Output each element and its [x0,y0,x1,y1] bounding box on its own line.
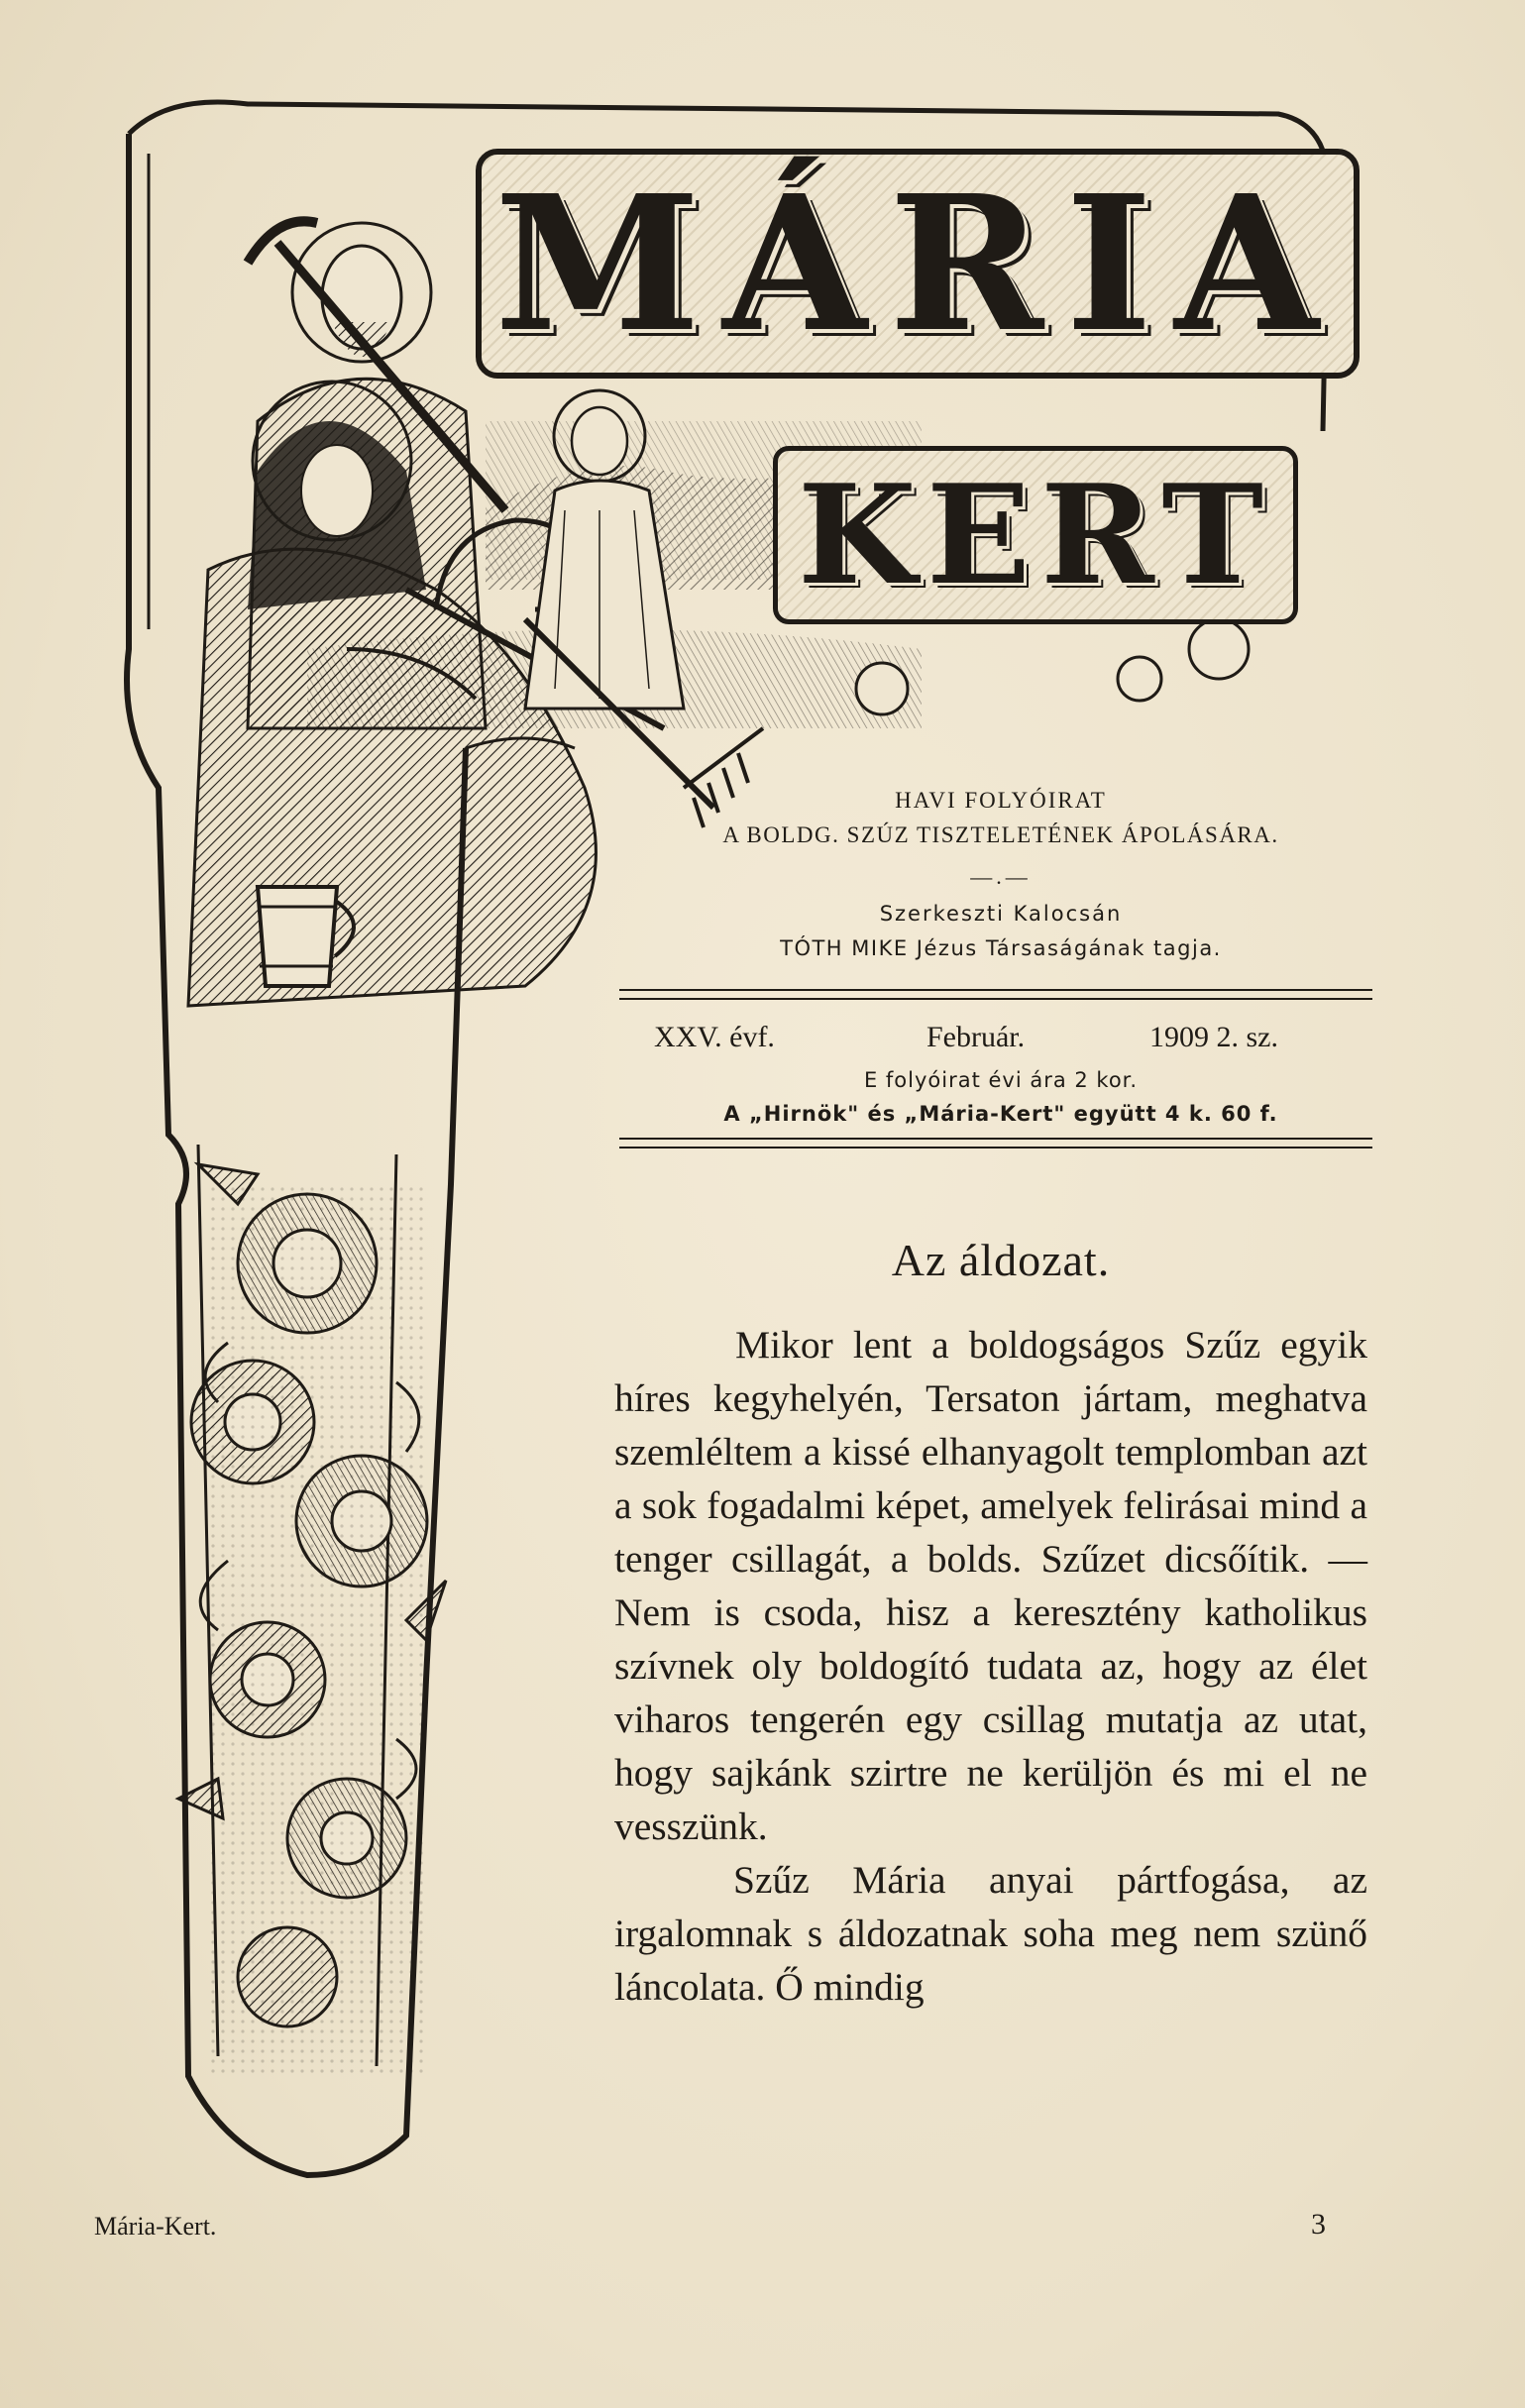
combined-price: A „Hirnök" és „Mária-Kert" együtt 4 k. 60 f. [723,1102,1278,1126]
issue-info-row [654,1021,1348,1060]
journal-purpose: A BOLDG. SZÚZ TISZTELETÉNEK ÁPOLÁSÁRA. [722,822,1279,847]
double-rule-top [619,989,1372,1000]
article-body [614,1318,1367,2014]
issue-month: Február. [926,1021,1026,1053]
editor-name: TÓTH MIKE Jézus Társaságának tagja. [780,936,1222,960]
editor-location: Szerkeszti Kalocsán [879,902,1123,926]
subtitle-banner [773,446,1298,624]
article-title: Az áldozat. [891,1235,1111,1285]
subscription-price: E folyóirat évi ára 2 kor. [863,1068,1139,1092]
article-paragraph: Szűz Mária anyai pártfogása, az irgalomnak s áldozatnak soha meg nem szünő láncolata. Ő mindig [614,1858,1367,2009]
page-number: 3 [1311,2208,1326,2241]
issue-volume: XXV. évf. [654,1021,775,1053]
article-paragraph: Mikor lent a boldogságos Szűz egyik híres kegyhelyén, Tersaton jártam, meghatva szemléltem a kissé elhanyagolt templomban azt a sok fogadalmi képet, amelyek felirásai mind a tenger csillagát, a bolds. Szűzet dicsőítik. — Nem is csoda, hisz a keresztény katholikus szívnek oly boldogító tudata az, hogy az élet viharos tengerén egy csillag mutatja az utat, hogy sajkánk szirtre ne kerüljön és mi el ne vesszünk. [614,1323,1367,1848]
title-banner [476,149,1360,379]
journal-type: HAVI FOLYÓIRAT [895,788,1107,813]
ornament-divider: —.— [970,864,1032,889]
masthead-subtitle: KERT [797,454,1274,615]
masthead [476,149,1348,377]
masthead-title: MÁRIA [493,155,1341,374]
footer-journal-name: Mária-Kert. [94,2212,217,2241]
double-rule-bottom [619,1138,1372,1149]
issue-number: 1909 2. sz. [1149,1021,1278,1053]
